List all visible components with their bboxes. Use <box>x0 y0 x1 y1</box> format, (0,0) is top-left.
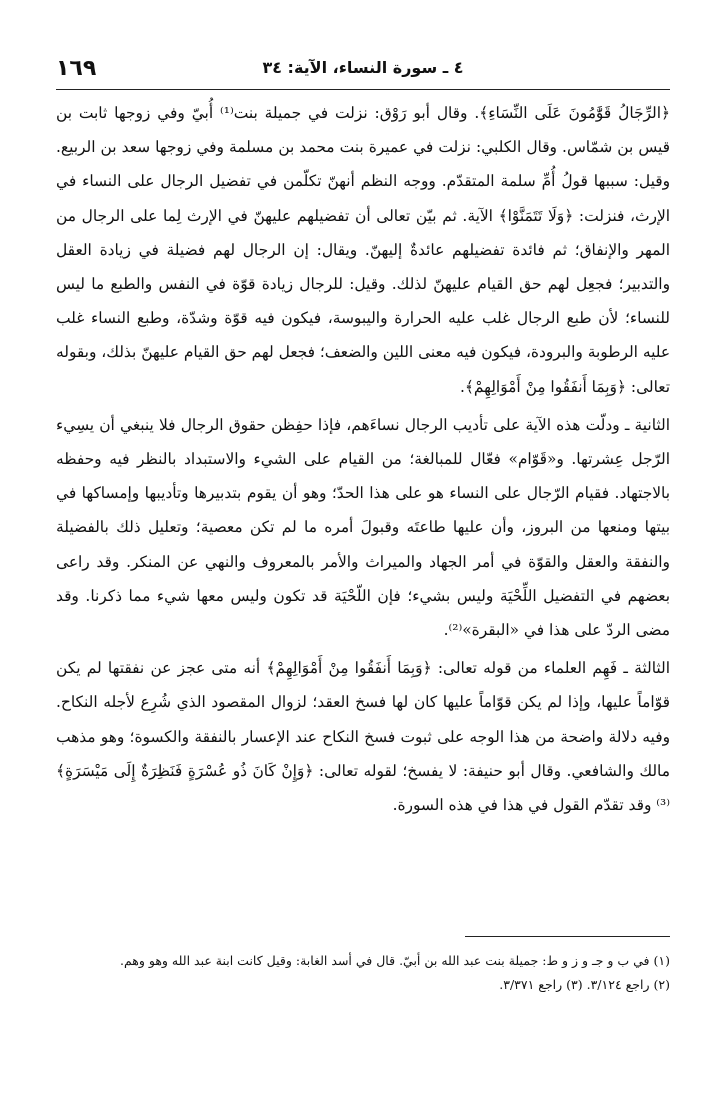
paragraph-1: ﴿الرِّجَالُ قَوَّٰمُونَ عَلَى النِّسَاءِ﴾. وقال أبو رَوْق: نزلت في جميلة بنت⁽¹⁾ أُبيّ وفي زوجها ثابت بن قيس بن شمّاس. وقال الكلبي: نزلت في عميرة بنت محمد بن مسلمة وفي زوجها سعد بن الربيع. وقيل: سببها قولُ أُمِّ سلمة المتقدّم. ووجه النظم أنهنّ تكلّمن في تفضيل الرجال على النساء في الإرث، فنزلت: ﴿وَلَا تَتَمَنَّوْا﴾ الآية. ثم بيّن تعالى أن تفضيلهم عليهنّ في الإرث لِما على الرجال من المهر والإنفاق؛ ثم فائدة تفضيلهم عائدةٌ إليهنّ. ويقال: إن الرجال لهم فضيلة في زيادة العقل والتدبير؛ فجعِل لهم حق القيام عليهنّ لذلك. وقيل: للرجال زيادة قوّة في النفس والطبع ما ليس للنساء؛ لأن طبع الرجال غلب عليه الحرارة واليبوسة، فيكون فيه قوّة وشدّة، وطبع النساء غلب عليه الرطوبة والبرودة، فيكون فيه معنى اللين والضعف؛ فجعل لهم حق القيام عليهنّ بذلك، وبقوله تعالى: ﴿وَبِمَا أَنفَقُوا مِنْ أَمْوَالِهِمْ﴾. <box>56 104 670 396</box>
footnote-1: (١) في ب و جـ و ز و ط: جميلة بنت عبد الله بن أبيّ. قال في أسد الغابة: وقيل كانت ابنة عبد الله وهو وهم. <box>119 953 670 968</box>
book-page <box>56 56 670 1056</box>
running-head: ٤ ـ سورة النساء، الآية: ٣٤ <box>262 58 464 77</box>
page-header <box>56 56 670 90</box>
paragraph-3: الثالثة ـ فَهِم العلماء من قوله تعالى: ﴿وَبِمَا أَنفَقُوا مِنْ أَمْوَالِهِمْ﴾ أنه متى عجز عن نفقتها لم يكن قوّاماً عليها، وإذا لم يكن قوّاماً عليها كان لها فسخ العقد؛ لزوال المقصود الذي شُرِع لأجله النكاح. وفيه دلالة واضحة من هذا الوجه على ثبوت فسخ النكاح عند الإعسار بالنفقة والكسوة؛ وهو مذهب مالك والشافعي. وقال أبو حنيفة: لا يفسخ؛ لقوله تعالى: ﴿وَإِنْ كَانَ ذُو عُسْرَةٍ فَنَظِرَةٌ إِلَى مَيْسَرَةٍ﴾⁽³⁾ وقد تقدّم القول في هذا في هذه السورة. <box>56 659 670 815</box>
page-number: ١٦٩ <box>56 56 97 81</box>
footnotes <box>56 936 670 997</box>
paragraph-2: الثانية ـ ودلّت هذه الآية على تأديب الرجال نساءَهم، فإذا حفِظن حقوق الرجال فلا ينبغي أن يسِيء الرّجل عِشرتها. و«قَوّام» فعّال للمبالغة؛ من القيام على الشيء والاستبداد بالنظر فيه وحفظه بالاجتهاد. فقيام الرّجال على النساء هو على هذا الحدّ؛ وهو أن يقوم بتدبيرها وتأديبها وإمساكها في بيتها ومنعها من البروز، وأن عليها طاعتَه وقبولَ أمره ما لم تكن معصية؛ وتعليل ذلك بالفضيلة والنفقة والعقل والقوّة في أمر الجهاد والميراث والأمر بالمعروف والنهي عن المنكر. وقد راعى بعضهم في التفضيل اللِّحْيَة وليس بشيء؛ فإن اللّحْيَة قد تكون وليس معها شيء مما ذكرنا. وقد مضى الردّ على هذا في «البقرة»⁽²⁾. <box>56 415 670 640</box>
footnote-rule <box>465 936 670 937</box>
footnote-2-3: (٢) راجع ٣/١٢٤. (٣) راجع ٣/٣٧١. <box>499 977 670 992</box>
header-rule <box>56 89 670 90</box>
body-text <box>56 96 670 822</box>
